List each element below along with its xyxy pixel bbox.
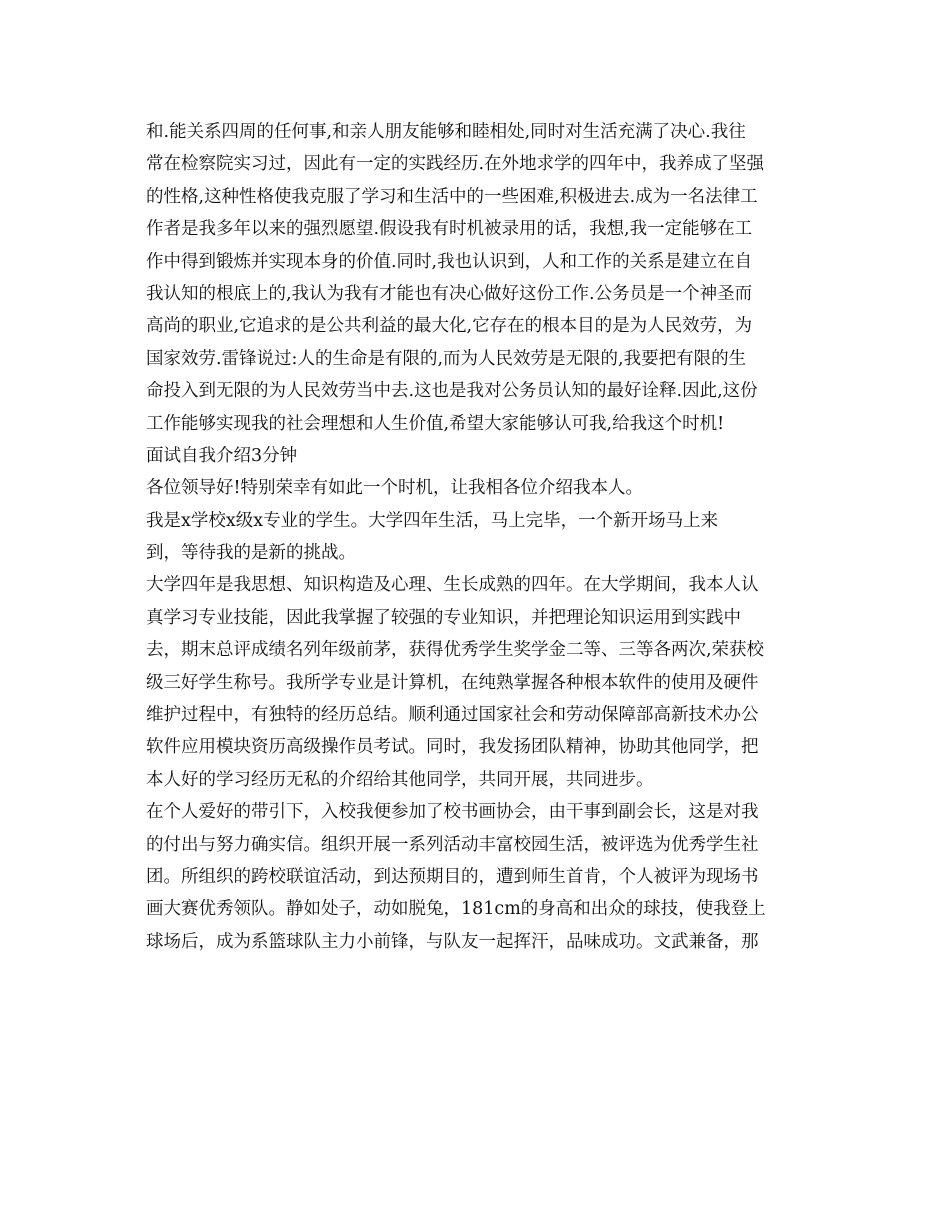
text-line: 软件应用模块资历高级操作员考试。同时，我发扬团队精神，协助其他同学，把 xyxy=(146,737,759,758)
text-line: 国家效劳.雷锋说过:人的生命是有限的,而为人民效劳是无限的,我要把有限的生 xyxy=(146,348,747,369)
text-line: 维护过程中，有独特的经历总结。顺利通过国家社会和劳动保障部高新技术办公 xyxy=(146,705,759,726)
text-line: 各位领导好!特别荣幸有如此一个时机，让我相各位介绍我本人。 xyxy=(146,478,644,499)
text-line: 真学习专业技能，因此我掌握了较强的专业知识，并把理论知识运用到实践中 xyxy=(146,607,741,628)
text-line: 我是x学校x级x专业的学生。大学四年生活，马上完毕，一个新开场马上来 xyxy=(146,510,719,531)
text-line: 团。所组织的跨校联谊活动，到达预期目的，遭到师生首肯，个人被评为现场书 xyxy=(146,866,759,887)
text-line: 级三好学生称号。我所学专业是计算机，在纯熟掌握各种根本软件的使用及硬件 xyxy=(146,672,759,693)
text-line: 本人好的学习经历无私的介绍给其他同学，共同开展，共同进步。 xyxy=(146,769,654,790)
text-line: 工作能够实现我的社会理想和人生价值,希望大家能够认可我,给我这个时机! xyxy=(146,413,725,434)
text-line: 作中得到锻炼并实现本身的价值.同时,我也认识到，人和工作的关系是建立在自 xyxy=(146,251,753,272)
text-line: 画大赛优秀领队。静如处子，动如脱兔，181cm的身高和出众的球技，使我登上 xyxy=(146,899,766,920)
section-heading: 面试自我介绍3分钟 xyxy=(146,445,298,466)
text-line: 和.能关系四周的任何事,和亲人朋友能够和睦相处,同时对生活充满了决心.我往 xyxy=(146,122,746,142)
text-line: 球场后，成为系篮球队主力小前锋，与队友一起挥汗，品味成功。文武兼备，那 xyxy=(146,931,759,952)
text-line: 高尚的职业,它追求的是公共利益的最大化,它存在的根本目的是为人民效劳，为 xyxy=(146,316,753,337)
text-line: 大学四年是我思想、知识构造及心理、生长成熟的四年。在大学期间，我本人认 xyxy=(146,575,759,596)
text-line: 我认知的根底上的,我认为我有才能也有决心做好这份工作.公务员是一个神圣而 xyxy=(146,283,753,304)
document-body xyxy=(146,116,826,958)
text-line: 常在检察院实习过，因此有一定的实践经历.在外地求学的四年中，我养成了坚强 xyxy=(146,154,765,175)
text-line: 的性格,这种性格使我克服了学习和生活中的一些困难,积极进去.成为一名法律工 xyxy=(146,186,758,207)
text-line: 的付出与努力确实信。组织开展一系列活动丰富校园生活，被评选为优秀学生社 xyxy=(146,834,759,855)
text-line: 到，等待我的是新的挑战。 xyxy=(146,543,356,564)
text-line: 命投入到无限的为人民效劳当中去.这也是我对公务员认知的最好诠释.因此,这份 xyxy=(146,381,758,402)
text-line: 在个人爱好的带引下，入校我便参加了校书画协会，由干事到副会长，这是对我 xyxy=(146,802,759,823)
text-line: 作者是我多年以来的强烈愿望.假设我有时机被录用的话，我想,我一定能够在工 xyxy=(146,219,753,240)
text-line: 去，期末总评成绩名列年级前茅，获得优秀学生奖学金二等、三等各两次,荣获校 xyxy=(146,640,765,661)
